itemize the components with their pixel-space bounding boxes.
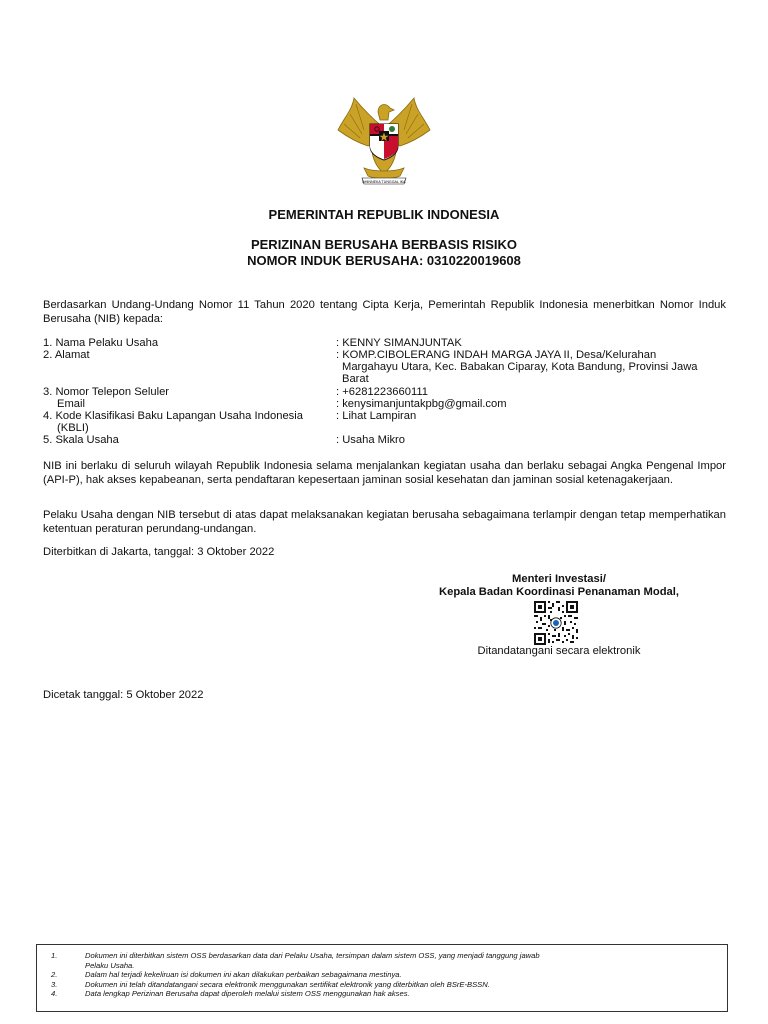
field-label: 3. Nomor Telepon Seluler [43, 386, 170, 398]
garuda-pancasila-emblem [334, 90, 434, 190]
footnote-item [37, 951, 727, 970]
validity-paragraph: NIB ini berlaku di seluruh wilayah Republik Indonesia selama menjalankan kegiatan usaha dan berlaku sebagai Angka Pengenal Impor (API-P), hak akses kepabeanan, serta pendaftaran kepesertaan jaminan sosial kesehatan dan jaminan sosial ketenagakerjaan. [43, 460, 726, 486]
issued-date: Diterbitkan di Jakarta, tanggal: 3 Oktober 2022 [43, 546, 275, 558]
footnote-text: Pelaku Usaha. [85, 960, 135, 970]
field-value: : KENNY SIMANJUNTAK [336, 337, 462, 349]
intro-paragraph: Berdasarkan Undang-Undang Nomor 11 Tahun 2020 tentang Cipta Kerja, Pemerintah Republik Indonesia menerbitkan Nomor Induk Berusaha (NIB) kepada: [43, 299, 726, 325]
electronic-signature-note: Ditandatangani secara elektronik [477, 645, 641, 657]
printed-date: Dicetak tanggal: 5 Oktober 2022 [43, 689, 204, 701]
address-line: Margahayu Utara, Kec. Babakan Ciparay, Kota Bandung, Provinsi Jawa [342, 361, 698, 374]
footnote-number: 4. [51, 989, 58, 999]
document-title: PERIZINAN BERUSAHA BERBASIS RISIKO [250, 237, 518, 252]
field-value: : kenysimanjuntakpbg@gmail.com [336, 398, 507, 410]
footnotes-box [36, 944, 728, 1012]
nib-number: NOMOR INDUK BERUSAHA: 0310220019608 [247, 253, 521, 268]
field-label: Email [57, 398, 85, 410]
footnote-item [37, 980, 727, 990]
field-value: : Usaha Mikro [336, 434, 406, 446]
field-label: 5. Skala Usaha [43, 434, 119, 446]
footnote-item [37, 989, 727, 999]
kbli-label-line: (KBLI) [57, 422, 89, 435]
address-line: Barat [342, 373, 369, 386]
obligation-paragraph: Pelaku Usaha dengan NIB tersebut di atas dapat melaksanakan kegiatan berusaha sebagaimana terlampir dengan tetap memperhatikan ketentuan peraturan perundang-undangan. [43, 509, 726, 535]
footnote-text: Dokumen ini diterbitkan sistem OSS berdasarkan data dari Pelaku Usaha, tersimpan dalam sistem OSS, yang menjadi tanggung jawab [85, 951, 540, 960]
qr-code [534, 601, 578, 645]
kbli-label-line: 4. Kode Klasifikasi Baku Lapangan Usaha Indonesia [43, 410, 303, 422]
field-value: : Lihat Lampiran [336, 410, 417, 422]
footnote-text: Data lengkap Perizinan Berusaha dapat diperoleh melalui sistem OSS menggunakan hak akses. [85, 989, 410, 999]
footnote-text: Dokumen ini telah ditandatangani secara elektronik menggunakan sertifikat elektronik yang diterbitkan oleh BSrE-BSSN. [85, 979, 490, 989]
field-value [336, 349, 726, 386]
signatory-title-line2: Kepala Badan Koordinasi Penanaman Modal, [439, 586, 679, 598]
field-label: 2. Alamat [43, 349, 90, 361]
footnote-text: Dalam hal terjadi kekeliruan isi dokumen ini akan dilakukan perbaikan sebagaimana mestinya. [85, 970, 402, 980]
field-label [43, 410, 323, 434]
field-label: 1. Nama Pelaku Usaha [43, 337, 159, 349]
address-line: : KOMP.CIBOLERANG INDAH MARGA JAYA II, Desa/Kelurahan [336, 349, 657, 361]
field-value: : +6281223660111 [336, 386, 428, 398]
signatory-title-line1: Menteri Investasi/ [512, 573, 606, 585]
footnote-number: 3. [51, 979, 58, 989]
footnote-item [37, 970, 727, 980]
emblem-motto: BHINNEKA TUNGGAL IKA [362, 179, 406, 184]
government-heading: PEMERINTAH REPUBLIK INDONESIA [268, 207, 500, 222]
footnote-number: 2. [51, 970, 58, 980]
footnote-number: 1. [51, 951, 58, 960]
